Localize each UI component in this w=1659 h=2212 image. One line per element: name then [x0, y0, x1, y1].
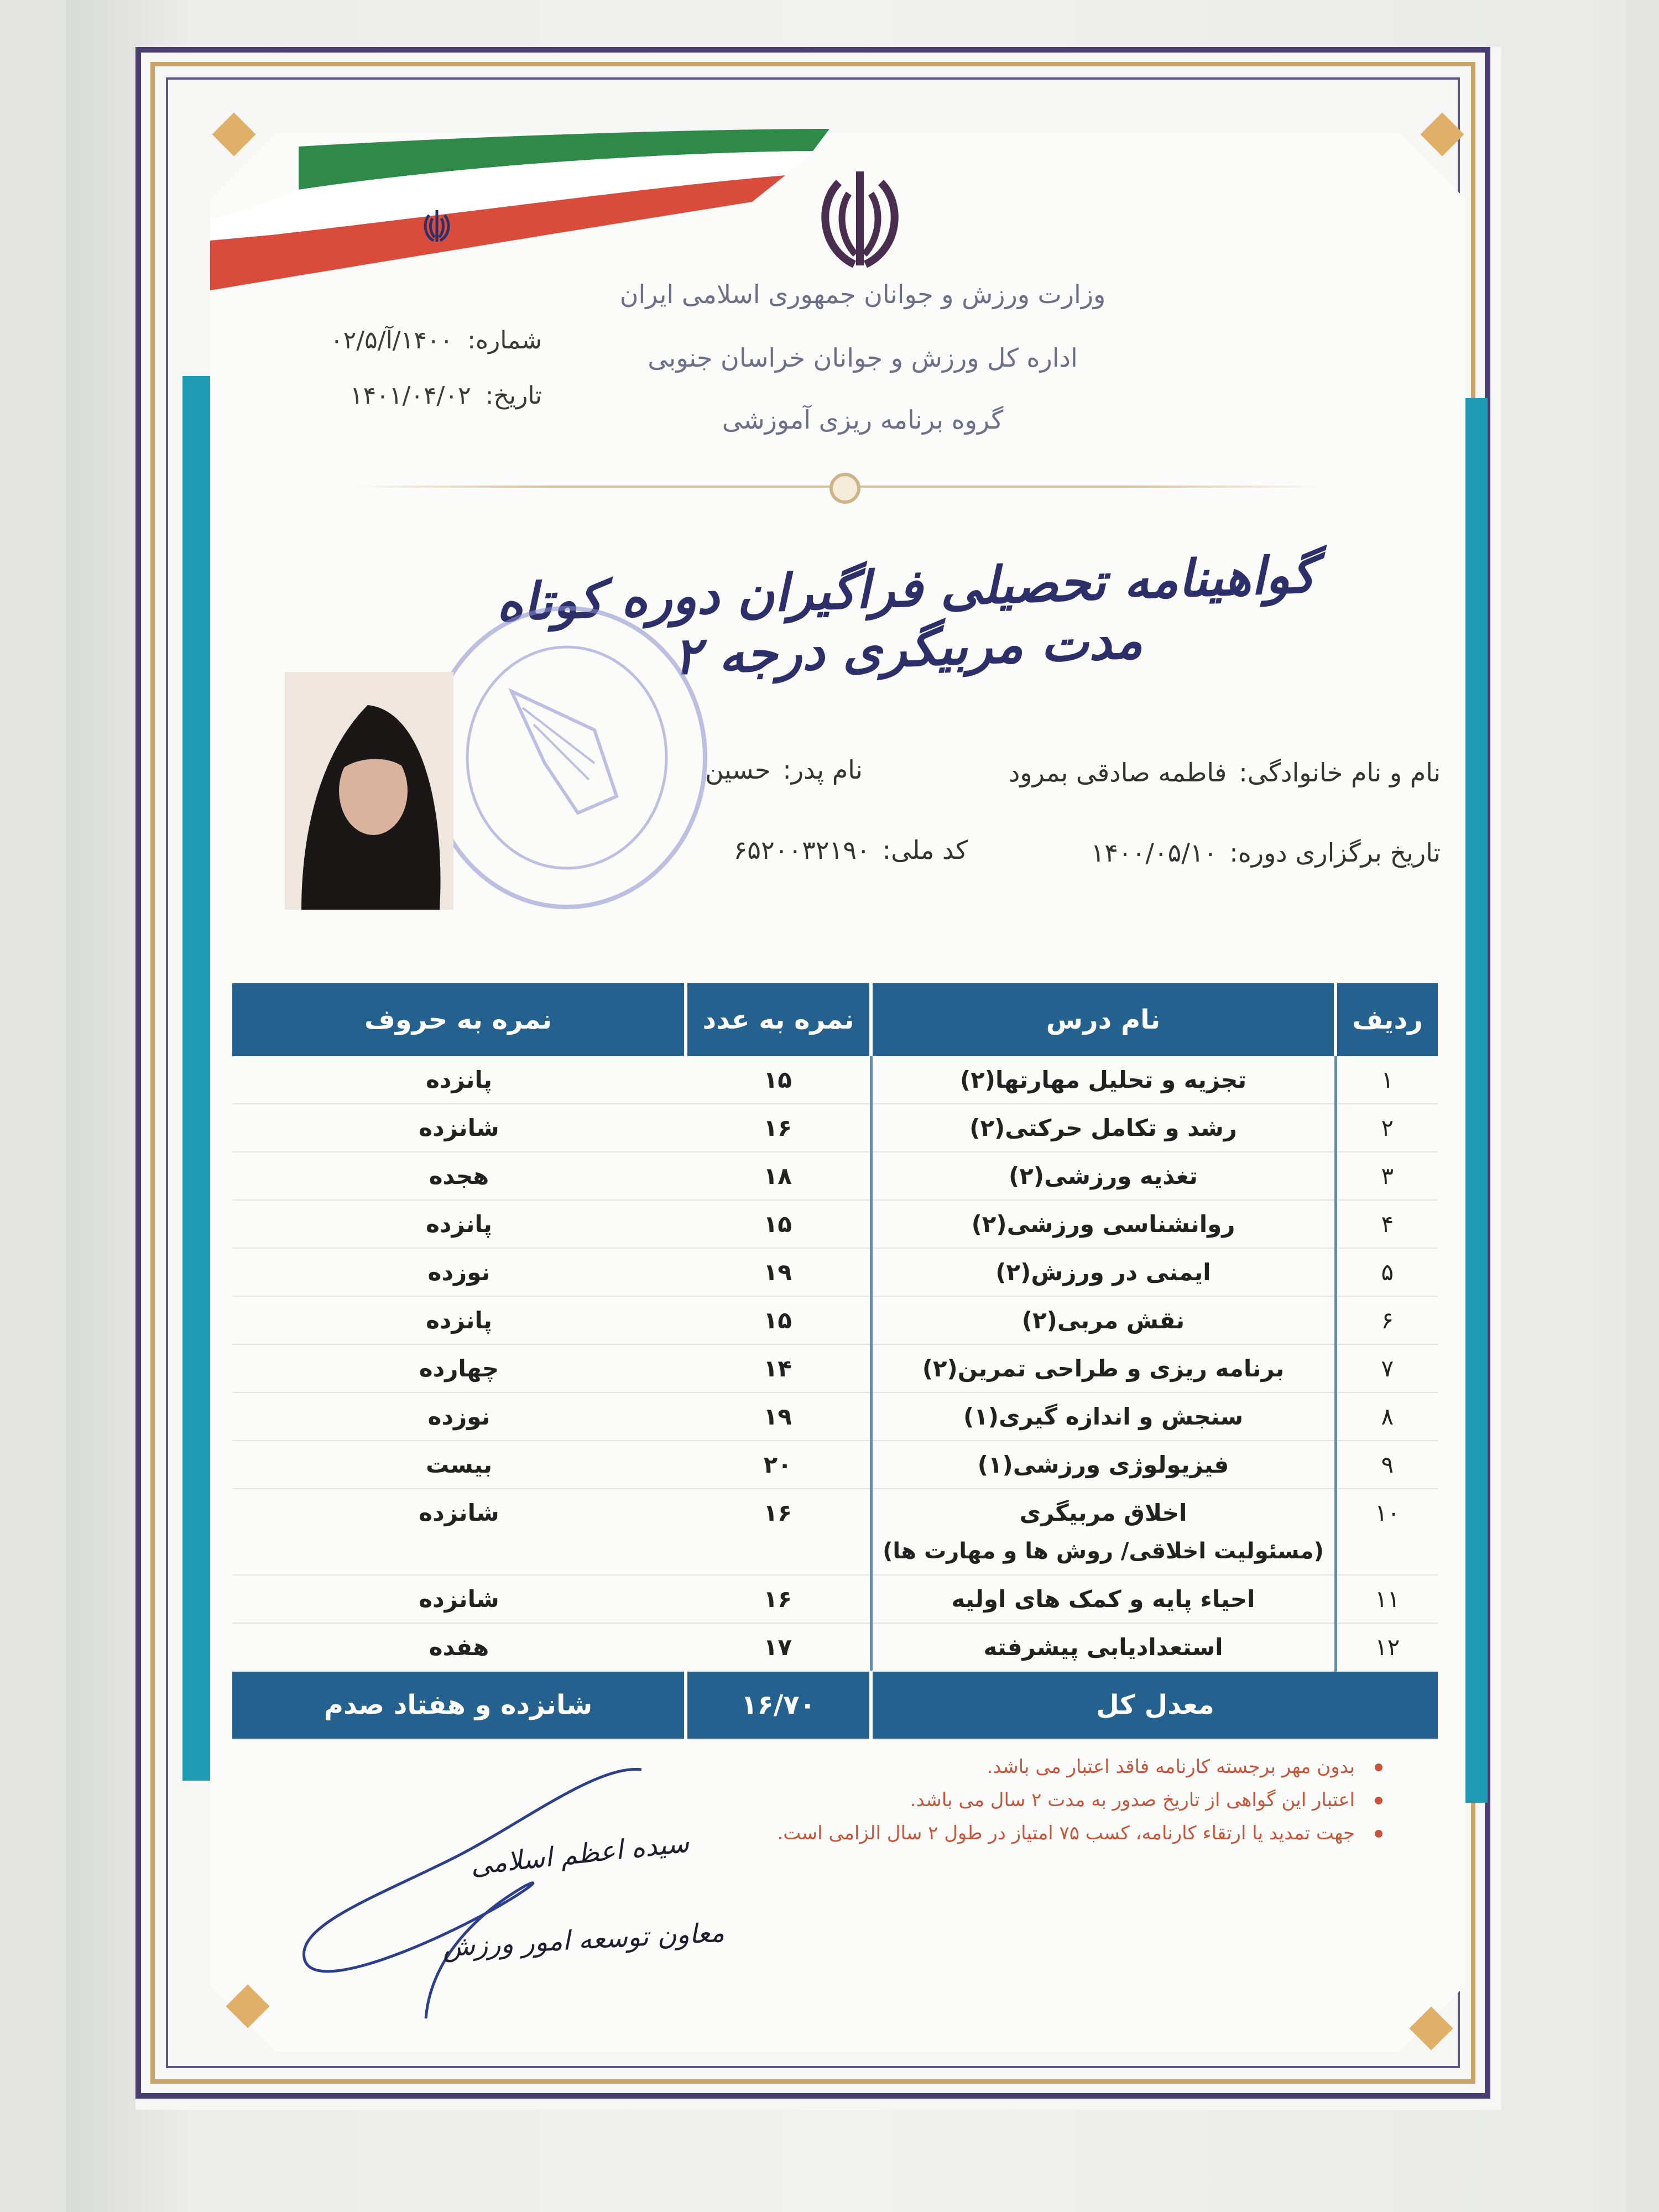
score-words: پانزده [232, 1056, 686, 1104]
total-score-words: شانزده و هفتاد صدم [232, 1671, 686, 1739]
certificate-title: گواهینامه تحصیلی فراگیران دوره کوتاه مدت مربیگری درجه ۲ [495, 544, 1317, 686]
score-number: ۱۶ [686, 1104, 871, 1152]
note-item: جهت تمدید یا ارتقاء کارنامه، کسب ۷۵ امتیاز در طول ۲ سال الزامی است. [730, 1822, 1383, 1844]
full-name-label: نام و نام خانوادگی: [1239, 758, 1441, 787]
table-header-row [232, 983, 1438, 1056]
department-name: اداره کل ورزش و جوانان خراسان جنوبی [648, 343, 1078, 373]
score-words: هفده [232, 1623, 686, 1671]
table-row [232, 1296, 1438, 1344]
national-id-label: کد ملی: [882, 835, 968, 865]
course-name: احیاء پایه و کمک های اولیه [871, 1575, 1335, 1623]
header-score-words: نمره به حروف [232, 983, 686, 1056]
table-row [232, 1623, 1438, 1671]
score-words: شانزده [232, 1489, 686, 1575]
score-number: ۱۸ [686, 1152, 871, 1200]
row-number: ۵ [1335, 1248, 1438, 1296]
course-name-line2: (مسئولیت اخلاقی/ روش ها و مهارت ها) [883, 1538, 1324, 1564]
score-number: ۱۶ [686, 1575, 871, 1623]
row-number: ۷ [1335, 1344, 1438, 1392]
score-words: پانزده [232, 1200, 686, 1248]
course-name [871, 1489, 1335, 1575]
course-name: رشد و تکامل حرکتی(۲) [871, 1104, 1335, 1152]
header-row-number: ردیف [1335, 983, 1438, 1056]
total-row [232, 1671, 1438, 1739]
table-row [232, 1056, 1438, 1104]
table-row [232, 1489, 1438, 1575]
row-number: ۱۱ [1335, 1575, 1438, 1623]
course-name: استعدادیابی پیشرفته [871, 1623, 1335, 1671]
header-course: نام درس [871, 983, 1335, 1056]
iran-flag-ribbon [210, 124, 852, 301]
score-number: ۱۹ [686, 1392, 871, 1441]
ministry-name: وزارت ورزش و جوانان جمهوری اسلامی ایران [619, 279, 1106, 309]
number-label: شماره: [467, 326, 542, 354]
national-id [734, 835, 968, 865]
signatory-name: سیده اعظم اسلامی [469, 1827, 691, 1881]
full-name-value: فاطمه صادقی بمرود [1008, 758, 1227, 787]
score-number: ۱۴ [686, 1344, 871, 1392]
total-label: معدل کل [871, 1671, 1438, 1739]
divider-ornament [830, 473, 860, 504]
row-number: ۳ [1335, 1152, 1438, 1200]
national-id-value: ۶۵۲۰۰۳۲۱۹۰ [733, 835, 870, 865]
table-row [232, 1200, 1438, 1248]
score-words: بیست [232, 1441, 686, 1489]
official-stamp [412, 597, 722, 918]
number-value: ۱۴۰۰/آ/۰۲/۵ [330, 326, 453, 354]
course-name: تغذیه ورزشی(۲) [871, 1152, 1335, 1200]
father-name-label: نام پدر: [782, 755, 863, 785]
group-name: گروه برنامه ریزی آموزشی [722, 405, 1004, 435]
course-date-value: ۱۴۰۰/۰۵/۱۰ [1091, 838, 1218, 868]
row-number: ۱ [1335, 1056, 1438, 1104]
emblem-icon [805, 166, 915, 276]
table-row [232, 1248, 1438, 1296]
score-number: ۲۰ [686, 1441, 871, 1489]
row-number: ۲ [1335, 1104, 1438, 1152]
table-row [232, 1104, 1438, 1152]
date-value: ۱۴۰۱/۰۴/۰۲ [349, 382, 471, 410]
flag-emblem-icon [415, 207, 459, 246]
note-item: بدون مهر برجسته کارنامه فاقد اعتبار می باشد. [730, 1756, 1383, 1778]
course-name: تجزیه و تحلیل مهارتها(۲) [871, 1056, 1335, 1104]
row-number: ۴ [1335, 1200, 1438, 1248]
teal-stripe-left [182, 376, 213, 1781]
score-words: نوزده [232, 1248, 686, 1296]
score-words: نوزده [232, 1392, 686, 1441]
score-words: شانزده [232, 1575, 686, 1623]
course-name: فیزیولوژی ورزشی(۱) [871, 1441, 1335, 1489]
score-number: ۱۷ [686, 1623, 871, 1671]
course-date-label: تاریخ برگزاری دوره: [1229, 838, 1441, 868]
score-words: چهارده [232, 1344, 686, 1392]
notes-list [730, 1756, 1383, 1855]
date-label: تاریخ: [485, 382, 542, 410]
student-photo [285, 672, 453, 910]
table-row [232, 1392, 1438, 1441]
row-number: ۱۰ [1335, 1489, 1438, 1575]
score-number: ۱۵ [686, 1200, 871, 1248]
score-number: ۱۹ [686, 1248, 871, 1296]
course-name: روانشناسی ورزشی(۲) [871, 1200, 1335, 1248]
row-number: ۸ [1335, 1392, 1438, 1441]
course-name: برنامه ریزی و طراحی تمرین(۲) [871, 1344, 1335, 1392]
note-item: اعتبار این گواهی از تاریخ صدور به مدت ۲ سال می باشد. [730, 1789, 1383, 1811]
score-number: ۱۶ [686, 1489, 871, 1575]
course-name: سنجش و اندازه گیری(۱) [871, 1392, 1335, 1441]
score-words: پانزده [232, 1296, 686, 1344]
course-date [1091, 838, 1441, 868]
table-row [232, 1344, 1438, 1392]
father-name [705, 755, 863, 785]
issue-date [326, 382, 542, 410]
total-score-number: ۱۶/۷۰ [686, 1671, 871, 1739]
signatory-title: معاون توسعه امور ورزش [441, 1917, 726, 1963]
score-words: هجده [232, 1152, 686, 1200]
full-name [1009, 758, 1441, 787]
table-row [232, 1575, 1438, 1623]
score-number: ۱۵ [686, 1056, 871, 1104]
signature-scribble [288, 1759, 675, 2024]
table-row [232, 1152, 1438, 1200]
course-name: نقش مربی(۲) [871, 1296, 1335, 1344]
score-number: ۱۵ [686, 1296, 871, 1344]
course-name-line1: اخلاق مربیگری [1019, 1499, 1187, 1526]
grades-table [232, 983, 1438, 1740]
father-name-value: حسین [705, 755, 771, 785]
row-number: ۱۲ [1335, 1623, 1438, 1671]
header-score-number: نمره به عدد [686, 983, 871, 1056]
table-row [232, 1441, 1438, 1489]
row-number: ۹ [1335, 1441, 1438, 1489]
reference-number [310, 326, 542, 354]
row-number: ۶ [1335, 1296, 1438, 1344]
course-name: ایمنی در ورزش(۲) [871, 1248, 1335, 1296]
score-words: شانزده [232, 1104, 686, 1152]
